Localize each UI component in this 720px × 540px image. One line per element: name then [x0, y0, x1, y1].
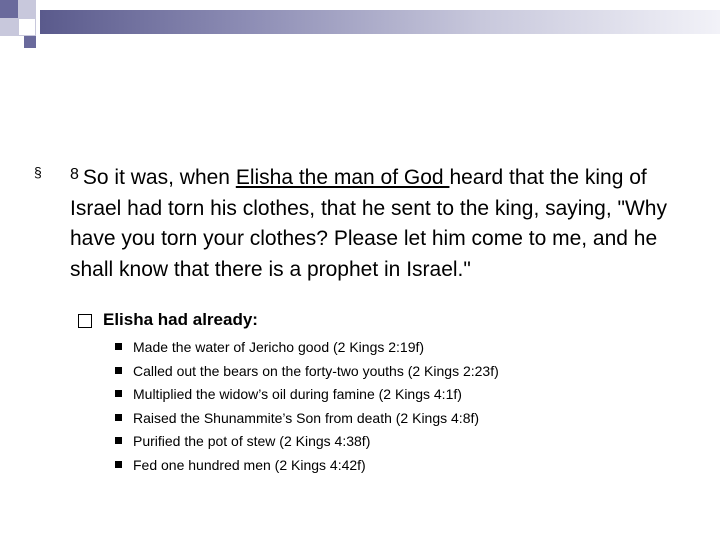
hollow-square-bullet-icon — [78, 314, 92, 328]
list-item — [115, 338, 499, 362]
list-item — [115, 385, 499, 409]
verse-number: 8 — [70, 166, 79, 183]
sub-heading: Elisha had already: — [103, 310, 258, 329]
list-item — [115, 456, 499, 480]
list-item-text: Fed one hundred men (2 Kings 4:42f) — [133, 456, 366, 473]
square-bullet-icon — [115, 414, 122, 421]
list-item-text: Purified the pot of stew (2 Kings 4:38f) — [133, 433, 371, 449]
list-item-text: Made the water of Jericho good (2 Kings 2:19f) — [133, 339, 425, 355]
list-item-text: Called out the bears on the forty-two youths (2 Kings 2:23f) — [133, 362, 499, 379]
square-bullet-icon — [115, 367, 122, 374]
verse-text-start: So it was, when — [82, 166, 236, 189]
square-bullet-icon — [115, 437, 122, 444]
list-item-text: Raised the Shunammite’s Son from death (2 Kings 4:8f) — [133, 409, 480, 426]
list-item — [115, 362, 499, 386]
header-square — [0, 0, 18, 18]
verse-paragraph — [70, 160, 690, 285]
miracles-list — [115, 338, 499, 479]
header-gradient-bar — [40, 10, 720, 34]
list-item-text: Multiplied the widow’s oil during famine (2 Kings 4:1f) — [133, 386, 462, 402]
verse-underlined-text: Elisha the man of God — [235, 166, 450, 189]
header-square — [18, 18, 36, 36]
square-bullet-icon — [115, 343, 122, 350]
square-bullet-icon — [115, 461, 122, 468]
list-item — [115, 432, 499, 456]
list-item — [115, 409, 499, 433]
header-square — [24, 36, 36, 48]
header-square — [18, 0, 36, 18]
header-square — [0, 18, 18, 36]
square-bullet-icon — [115, 390, 122, 397]
verse-text-end: heard that the king of Israel had torn his clothes, that he sent to the king, saying, "Why have you torn your clothes? Please let him come to me, and he shall know that there is a prophet in Israel." — [70, 166, 667, 281]
main-bullet-icon: § — [34, 164, 42, 180]
